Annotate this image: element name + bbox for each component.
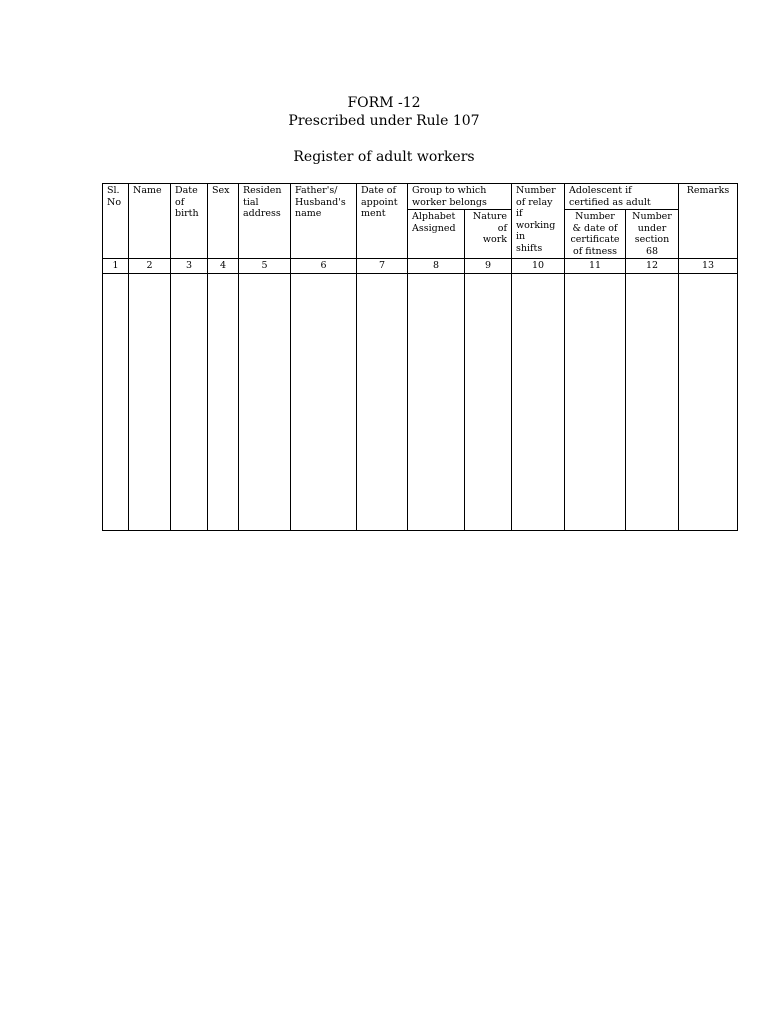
header-appointment: Date of appoint ment bbox=[357, 184, 408, 259]
column-number: 1 bbox=[103, 259, 129, 274]
entry-cell[interactable] bbox=[408, 274, 465, 531]
header-dob: Date of birth bbox=[171, 184, 208, 259]
entry-cell[interactable] bbox=[103, 274, 129, 531]
register-table bbox=[102, 183, 738, 531]
entry-cell[interactable] bbox=[626, 274, 679, 531]
entry-cell[interactable] bbox=[291, 274, 357, 531]
entry-cell[interactable] bbox=[129, 274, 171, 531]
header-remarks: Remarks bbox=[679, 184, 738, 259]
column-number: 4 bbox=[208, 259, 239, 274]
entry-cell[interactable] bbox=[357, 274, 408, 531]
column-number: 11 bbox=[565, 259, 626, 274]
header-father: Father's/ Husband's name bbox=[291, 184, 357, 259]
column-number: 12 bbox=[626, 259, 679, 274]
form-rule: Prescribed under Rule 107 bbox=[288, 113, 480, 129]
header-section: Number under section 68 bbox=[626, 210, 679, 259]
column-number: 13 bbox=[679, 259, 738, 274]
header-group: Group to which worker belongs bbox=[408, 184, 512, 210]
column-number: 6 bbox=[291, 259, 357, 274]
header-address: Residen tial address bbox=[239, 184, 291, 259]
column-number: 2 bbox=[129, 259, 171, 274]
column-number: 3 bbox=[171, 259, 208, 274]
header-adolescent: Adolescent if certified as adult bbox=[565, 184, 679, 210]
entry-row bbox=[103, 274, 738, 531]
entry-cell[interactable] bbox=[565, 274, 626, 531]
header-sex: Sex bbox=[208, 184, 239, 259]
header-nature: Nature of work bbox=[465, 210, 512, 259]
column-number: 10 bbox=[512, 259, 565, 274]
column-number: 8 bbox=[408, 259, 465, 274]
entry-cell[interactable] bbox=[208, 274, 239, 531]
header-name: Name bbox=[129, 184, 171, 259]
entry-cell[interactable] bbox=[679, 274, 738, 531]
header-certificate: Number & date of certificate of fitness bbox=[565, 210, 626, 259]
column-number: 9 bbox=[465, 259, 512, 274]
form-title: Register of adult workers bbox=[293, 149, 475, 165]
entry-cell[interactable] bbox=[512, 274, 565, 531]
form-number: FORM -12 bbox=[347, 95, 421, 111]
header-alphabet: Alphabet Assigned bbox=[408, 210, 465, 259]
column-number: 5 bbox=[239, 259, 291, 274]
header-relay: Number of relay if working in shifts bbox=[512, 184, 565, 259]
entry-cell[interactable] bbox=[171, 274, 208, 531]
header-sl-no: Sl. No bbox=[103, 184, 129, 259]
entry-cell[interactable] bbox=[239, 274, 291, 531]
column-number: 7 bbox=[357, 259, 408, 274]
entry-cell[interactable] bbox=[465, 274, 512, 531]
